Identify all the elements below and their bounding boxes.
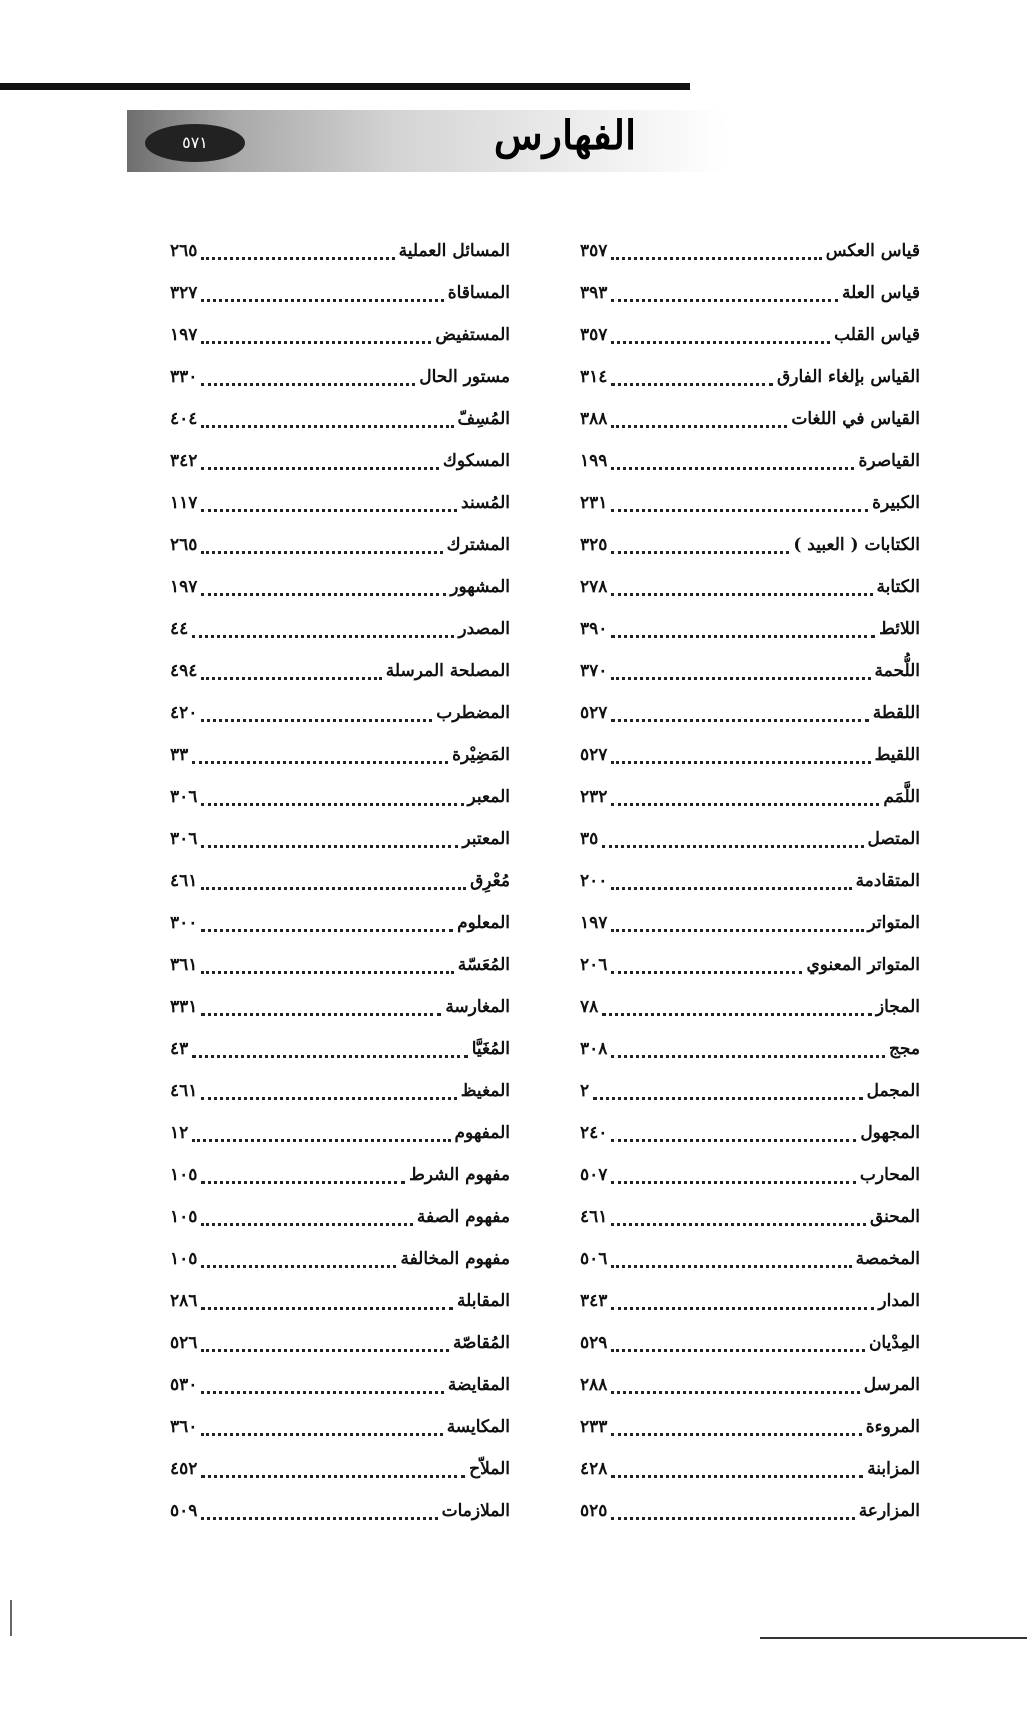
index-term: القياصرة xyxy=(858,451,920,471)
index-term: المخمصة xyxy=(855,1249,920,1269)
index-term: المُغَيَّا xyxy=(471,1039,510,1059)
index-term: المعلوم xyxy=(457,913,510,933)
index-term: الكبيرة xyxy=(872,493,920,513)
index-term: المُسِفّ xyxy=(457,409,510,429)
index-page-number: ٤٥٢ xyxy=(170,1459,198,1479)
index-term: المشترك xyxy=(446,535,510,555)
index-entry xyxy=(170,1028,510,1070)
index-page-number: ١٩٧ xyxy=(170,325,198,345)
index-entry xyxy=(580,986,920,1028)
index-term: مجج xyxy=(888,1039,920,1059)
dot-leader xyxy=(611,1431,861,1436)
index-entry xyxy=(170,440,510,482)
index-entry xyxy=(170,482,510,524)
index-page-number: ٣٩٠ xyxy=(580,619,608,639)
dot-leader xyxy=(611,255,821,260)
index-entry xyxy=(170,692,510,734)
index-entry xyxy=(170,1238,510,1280)
index-entry xyxy=(580,692,920,734)
index-page-number: ٢٦٥ xyxy=(170,241,198,261)
index-term: مفهوم الصفة xyxy=(416,1207,510,1227)
bottom-rule xyxy=(760,1637,1027,1639)
index-term: المتواتر المعنوي xyxy=(806,955,920,975)
dot-leader xyxy=(192,1053,467,1058)
page-number: ٥٧١ xyxy=(145,124,245,162)
index-term: المرسل xyxy=(863,1375,920,1395)
index-entry xyxy=(580,1196,920,1238)
index-term: مفهوم المخالفة xyxy=(400,1249,510,1269)
index-column-left xyxy=(170,230,510,1532)
index-entry xyxy=(170,734,510,776)
index-term: المُسند xyxy=(461,493,510,513)
dot-leader xyxy=(201,1347,449,1352)
index-page-number: ١٩٧ xyxy=(580,913,608,933)
index-page-number: ٤٢٠ xyxy=(170,703,198,723)
dot-leader xyxy=(201,1011,441,1016)
index-page-number: ٣٨٨ xyxy=(580,409,608,429)
index-term: المقابلة xyxy=(457,1291,510,1311)
index-page-number: ٥٢٩ xyxy=(580,1333,608,1353)
index-page-number: ٣٢٧ xyxy=(170,283,198,303)
index-page-number: ٤٣ xyxy=(170,1039,189,1059)
dot-leader xyxy=(611,1263,851,1268)
index-term: مُعْرِق xyxy=(470,871,510,891)
dot-leader xyxy=(201,1305,453,1310)
index-page-number: ٥٠٦ xyxy=(580,1249,608,1269)
dot-leader xyxy=(201,255,394,260)
index-entry xyxy=(580,1490,920,1532)
index-term: قياس القلب xyxy=(834,325,920,345)
index-term: المزارعة xyxy=(858,1501,920,1521)
index-page-number: ٣٥ xyxy=(580,829,599,849)
index-term: قياس العلة xyxy=(842,283,920,303)
index-page-number: ٣١٤ xyxy=(580,367,608,387)
dot-leader xyxy=(192,633,454,638)
index-entry xyxy=(580,1280,920,1322)
index-term: المُقاصّة xyxy=(452,1333,510,1353)
index-page-number: ٤٢٨ xyxy=(580,1459,608,1479)
index-entry xyxy=(170,1112,510,1154)
index-page-number: ٥٣٠ xyxy=(170,1375,198,1395)
dot-leader xyxy=(611,969,802,974)
index-page-number: ٥٢٧ xyxy=(580,703,608,723)
index-term: المتقادمة xyxy=(855,871,920,891)
index-entry xyxy=(580,524,920,566)
index-term: المحارب xyxy=(859,1165,920,1185)
index-page-number: ٣٦١ xyxy=(170,955,198,975)
dot-leader xyxy=(201,297,443,302)
index-term: المقايضة xyxy=(447,1375,510,1395)
index-entry xyxy=(580,356,920,398)
index-term: المحنق xyxy=(869,1207,920,1227)
dot-leader xyxy=(201,465,439,470)
index-entry xyxy=(170,524,510,566)
index-entry xyxy=(580,944,920,986)
dot-leader xyxy=(611,801,879,806)
index-term: المَضِيْرة xyxy=(452,745,510,765)
dot-leader xyxy=(611,549,789,554)
dot-leader xyxy=(611,1389,859,1394)
index-entry xyxy=(170,1448,510,1490)
index-page-number: ٤٩٤ xyxy=(170,661,198,681)
index-entry xyxy=(580,1112,920,1154)
index-entry xyxy=(170,272,510,314)
index-page-number: ١٩٩ xyxy=(580,451,608,471)
dot-leader xyxy=(611,717,868,722)
dot-leader xyxy=(611,381,773,386)
index-term: اللقطة xyxy=(872,703,920,723)
dot-leader xyxy=(611,675,870,680)
index-page-number: ٣٥٧ xyxy=(580,325,608,345)
dot-leader xyxy=(593,1095,862,1100)
index-term: المصلحة المرسلة xyxy=(385,661,510,681)
index-page-number: ٣٠٦ xyxy=(170,787,198,807)
index-term: المعتبر xyxy=(462,829,510,849)
index-term: مستور الحال xyxy=(419,367,510,387)
index-term: المضطرب xyxy=(436,703,510,723)
index-page-number: ٢٤٠ xyxy=(580,1123,608,1143)
dot-leader xyxy=(611,507,868,512)
index-page-number: ٣٢٥ xyxy=(580,535,608,555)
dot-leader xyxy=(201,717,432,722)
index-entry xyxy=(170,1364,510,1406)
dot-leader xyxy=(611,633,875,638)
index-term: المجمل xyxy=(866,1081,920,1101)
index-page-number: ١١٧ xyxy=(170,493,198,513)
dot-leader xyxy=(602,843,863,848)
top-rule xyxy=(0,83,690,90)
index-term: المجاز xyxy=(875,997,920,1017)
index-entry xyxy=(170,608,510,650)
index-page-number: ٣٠٠ xyxy=(170,913,198,933)
index-entry xyxy=(580,734,920,776)
dot-leader xyxy=(611,885,851,890)
dot-leader xyxy=(611,339,830,344)
index-term: اللُّحمة xyxy=(874,661,920,681)
index-term: اللقيط xyxy=(874,745,920,765)
index-term: المدار xyxy=(878,1291,920,1311)
index-term: الملاّح xyxy=(469,1459,510,1479)
index-entry xyxy=(170,356,510,398)
index-page-number: ٢٨٦ xyxy=(170,1291,198,1311)
index-entry xyxy=(580,650,920,692)
index-term: المروءة xyxy=(865,1417,920,1437)
index-entry xyxy=(580,566,920,608)
index-entry xyxy=(580,1238,920,1280)
dot-leader xyxy=(611,1515,854,1520)
dot-leader xyxy=(201,675,381,680)
index-entry xyxy=(170,1280,510,1322)
index-page-number: ١٠٥ xyxy=(170,1165,198,1185)
index-entry xyxy=(580,608,920,650)
index-entry xyxy=(170,314,510,356)
index-entry xyxy=(170,860,510,902)
index-entry xyxy=(580,1028,920,1070)
dot-leader xyxy=(611,591,872,596)
index-term: المكايسة xyxy=(446,1417,510,1437)
index-page-number: ١٠٥ xyxy=(170,1207,198,1227)
index-page-number: ٣٣١ xyxy=(170,997,198,1017)
index-term: الملازمات xyxy=(441,1501,510,1521)
index-entry xyxy=(170,1196,510,1238)
index-entry xyxy=(580,776,920,818)
index-page-number: ١٩٧ xyxy=(170,577,198,597)
index-entry xyxy=(170,944,510,986)
index-entry xyxy=(580,818,920,860)
index-term: المتواتر xyxy=(867,913,920,933)
index-term: المستفيض xyxy=(435,325,510,345)
index-entry xyxy=(170,1322,510,1364)
dot-leader xyxy=(192,1137,450,1142)
index-page-number: ٤٠٤ xyxy=(170,409,198,429)
index-page-number: ٢٣٣ xyxy=(580,1417,608,1437)
index-page-number: ٢٧٨ xyxy=(580,577,608,597)
index-term: المغيظ xyxy=(460,1081,510,1101)
index-entry xyxy=(170,230,510,272)
index-term: المجهول xyxy=(860,1123,920,1143)
dot-leader xyxy=(201,339,431,344)
index-entry xyxy=(580,1406,920,1448)
index-entry xyxy=(580,1364,920,1406)
index-entry xyxy=(580,230,920,272)
index-page-number: ٥٢٥ xyxy=(580,1501,608,1521)
index-term: قياس العكس xyxy=(825,241,920,261)
dot-leader xyxy=(611,1221,866,1226)
index-page-number: ٣٣ xyxy=(170,745,189,765)
dot-leader xyxy=(611,759,870,764)
index-entry xyxy=(170,1154,510,1196)
index-entry xyxy=(580,440,920,482)
margin-mark xyxy=(10,1600,12,1636)
dot-leader xyxy=(201,1431,442,1436)
dot-leader xyxy=(201,1095,456,1100)
index-page-number: ٢٦٥ xyxy=(170,535,198,555)
index-entry xyxy=(580,1322,920,1364)
dot-leader xyxy=(201,381,415,386)
index-page-number: ١٢ xyxy=(170,1123,189,1143)
index-entry xyxy=(170,1490,510,1532)
index-term: المِدْيان xyxy=(868,1333,920,1353)
index-entry xyxy=(580,902,920,944)
index-entry xyxy=(580,482,920,524)
index-page-number: ٧٨ xyxy=(580,997,599,1017)
index-column-right xyxy=(580,230,920,1532)
dot-leader xyxy=(602,1011,872,1016)
index-term: المسكوك xyxy=(442,451,510,471)
dot-leader xyxy=(201,1263,396,1268)
index-term: المساقاة xyxy=(447,283,510,303)
dot-leader xyxy=(201,1389,443,1394)
page-title: الفهارس xyxy=(493,112,637,159)
index-page-number: ٥٢٦ xyxy=(170,1333,198,1353)
dot-leader xyxy=(201,927,453,932)
index-page-number: ٣٤٢ xyxy=(170,451,198,471)
dot-leader xyxy=(611,1179,855,1184)
dot-leader xyxy=(201,423,453,428)
dot-leader xyxy=(611,1473,863,1478)
index-entry xyxy=(580,1448,920,1490)
dot-leader xyxy=(201,507,457,512)
index-page-number: ٣٠٨ xyxy=(580,1039,608,1059)
dot-leader xyxy=(201,1179,405,1184)
index-entry xyxy=(170,818,510,860)
dot-leader xyxy=(611,423,787,428)
dot-leader xyxy=(192,759,448,764)
index-entry xyxy=(170,986,510,1028)
index-term: المغارسة xyxy=(445,997,510,1017)
index-term: اللَّمَم xyxy=(883,787,920,807)
index-entry xyxy=(170,776,510,818)
index-page-number: ٢ xyxy=(580,1081,590,1101)
dot-leader xyxy=(201,801,463,806)
index-page-number: ٢٠٦ xyxy=(580,955,608,975)
dot-leader xyxy=(201,843,458,848)
index-page-number: ٣٣٠ xyxy=(170,367,198,387)
dot-leader xyxy=(201,1473,465,1478)
index-entry xyxy=(580,1154,920,1196)
index-term: القياس في اللغات xyxy=(791,409,920,429)
index-entry xyxy=(580,272,920,314)
dot-leader xyxy=(201,549,442,554)
index-entry xyxy=(170,1070,510,1112)
index-page-number: ٤٤ xyxy=(170,619,189,639)
index-term: المعبر xyxy=(467,787,510,807)
dot-leader xyxy=(611,927,863,932)
dot-leader xyxy=(611,1347,865,1352)
dot-leader xyxy=(611,297,838,302)
index-page-number: ٤٦١ xyxy=(580,1207,608,1227)
index-term: اللائط xyxy=(879,619,920,639)
index-page-number: ٥٠٩ xyxy=(170,1501,198,1521)
index-entry xyxy=(170,1406,510,1448)
index-page-number: ٥٠٧ xyxy=(580,1165,608,1185)
dot-leader xyxy=(201,1515,437,1520)
index-page-number: ٤٦١ xyxy=(170,871,198,891)
index-term: القياس بإلغاء الفارق xyxy=(777,367,920,387)
index-page-number: ٣٠٦ xyxy=(170,829,198,849)
index-term: المصدر xyxy=(458,619,510,639)
index-page-number: ٣٥٧ xyxy=(580,241,608,261)
index-page-number: ٣٦٠ xyxy=(170,1417,198,1437)
dot-leader xyxy=(201,591,446,596)
index-entry xyxy=(170,566,510,608)
index-entry xyxy=(580,1070,920,1112)
index-page-number: ٣٩٣ xyxy=(580,283,608,303)
dot-leader xyxy=(611,1053,885,1058)
index-term: المشهور xyxy=(450,577,510,597)
index-entry xyxy=(580,314,920,356)
index-entry xyxy=(170,650,510,692)
dot-leader xyxy=(611,1137,856,1142)
dot-leader xyxy=(201,969,453,974)
index-entry xyxy=(580,860,920,902)
index-term: الكتابة xyxy=(876,577,920,597)
dot-leader xyxy=(201,885,466,890)
index-term: مفهوم الشرط xyxy=(409,1165,510,1185)
index-term: الكتابات ( العبيد ) xyxy=(793,535,920,555)
index-page-number: ٤٦١ xyxy=(170,1081,198,1101)
index-term: المسائل العملية xyxy=(398,241,510,261)
index-entry xyxy=(170,902,510,944)
index-page-number: ٢٣١ xyxy=(580,493,608,513)
index-entry xyxy=(170,398,510,440)
index-page-number: ٣٤٣ xyxy=(580,1291,608,1311)
index-page-number: ٢٨٨ xyxy=(580,1375,608,1395)
index-page-number: ٢٣٢ xyxy=(580,787,608,807)
index-entry xyxy=(580,398,920,440)
index-term: المُعَسّة xyxy=(457,955,510,975)
index-page-number: ٢٠٠ xyxy=(580,871,608,891)
index-page-number: ٣٧٠ xyxy=(580,661,608,681)
index-page-number: ١٠٥ xyxy=(170,1249,198,1269)
dot-leader xyxy=(611,1305,874,1310)
index-term: المزابنة xyxy=(867,1459,920,1479)
index-term: المفهوم xyxy=(454,1123,510,1143)
index-page-number: ٥٢٧ xyxy=(580,745,608,765)
dot-leader xyxy=(611,465,854,470)
index-term: المتصل xyxy=(867,829,920,849)
dot-leader xyxy=(201,1221,412,1226)
